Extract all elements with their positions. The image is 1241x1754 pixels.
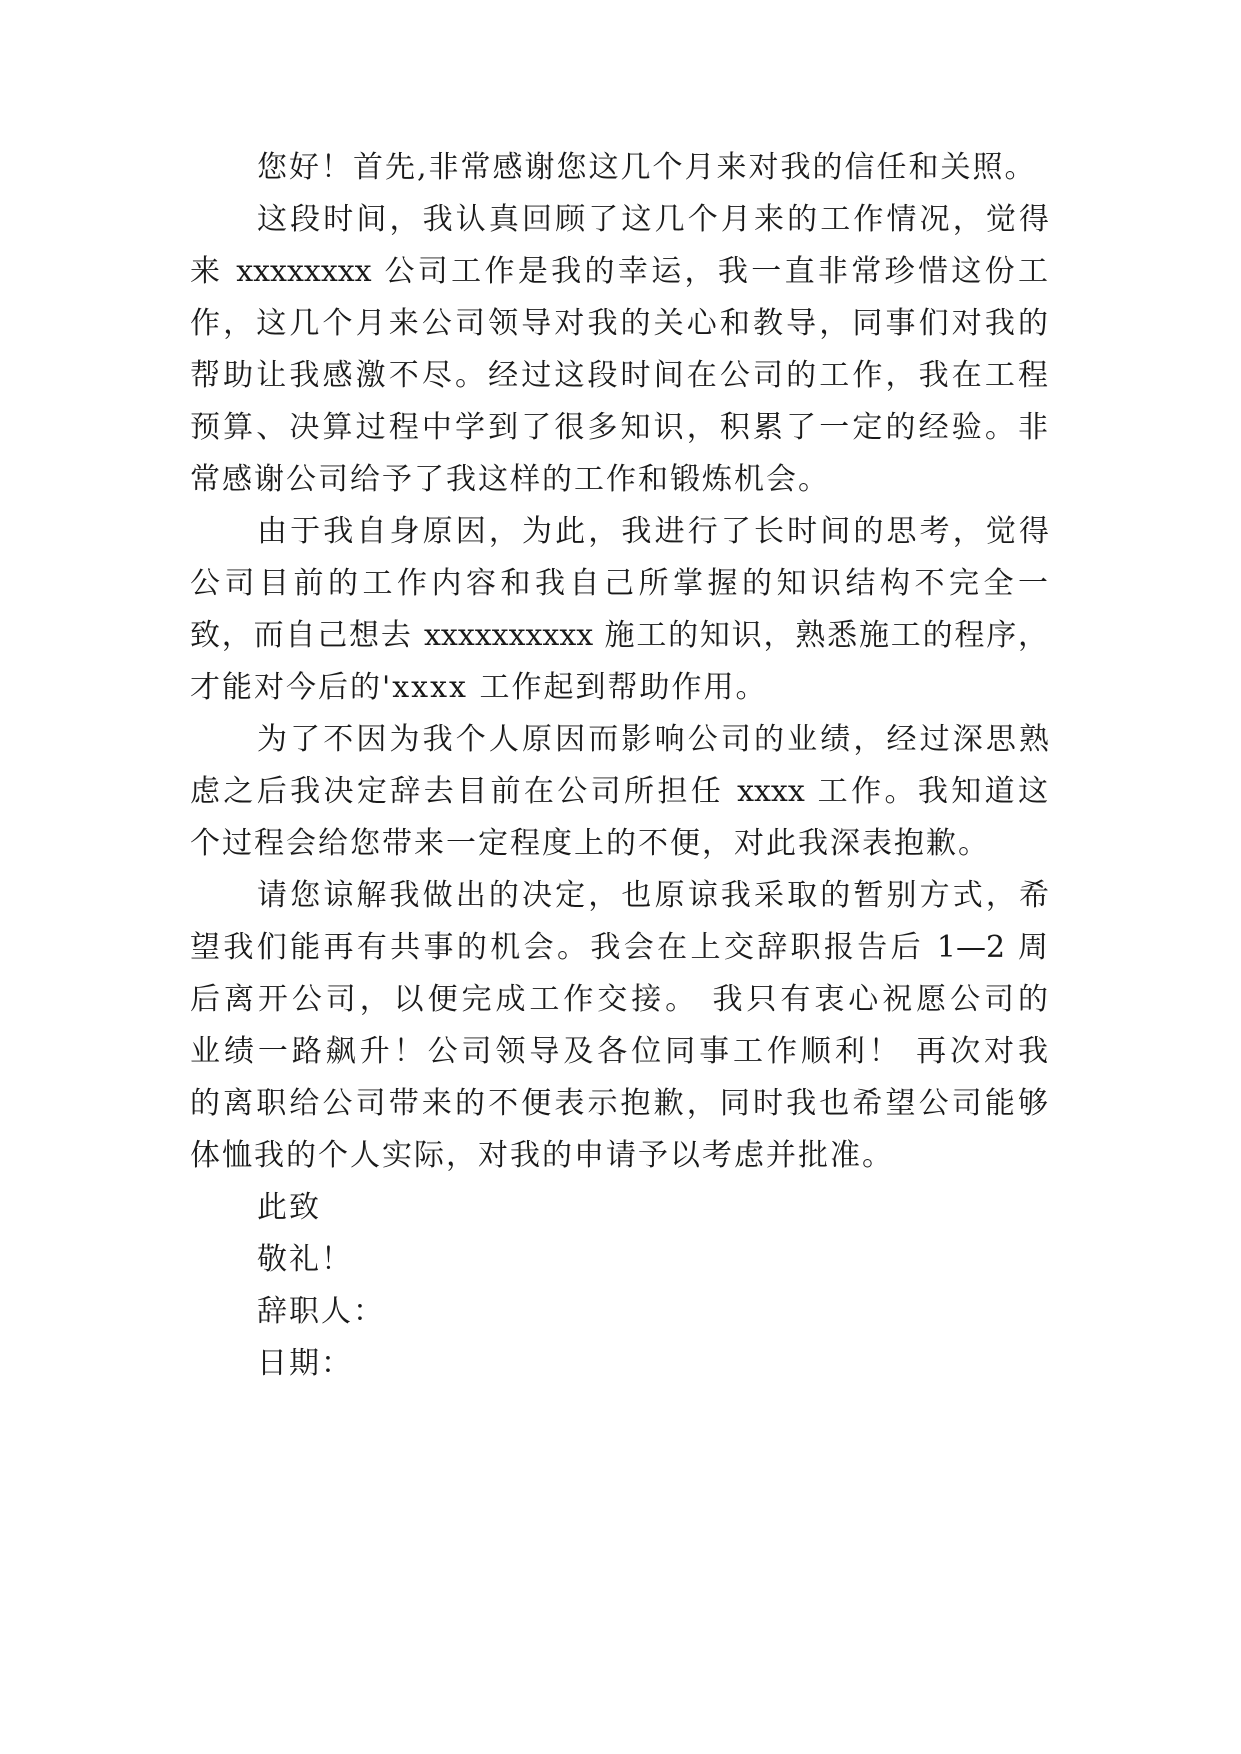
paragraph-4-line-6: 体恤我的个人实际，对我的申请予以考虑并批准。 (190, 1138, 894, 1173)
paragraph-4-line-1: 请您谅解我做出的决定，也原谅我采取的暂别方式，希 (257, 878, 1049, 913)
paragraph-1-line-1: 这段时间，我认真回顾了这几个月来的工作情况，觉得 (257, 202, 1049, 237)
paragraph-1-line-3: 作，这几个月来公司领导对我的关心和教导，同事们对我的 (190, 306, 1048, 341)
closing-regards: 敬礼！ (257, 1242, 353, 1277)
paragraph-3-line-3: 个过程会给您带来一定程度上的不便，对此我深表抱歉。 (190, 826, 990, 861)
paragraph-4-line-3: 后离开公司，以便完成工作交接。 我只有衷心祝愿公司的 (190, 982, 1048, 1017)
date-label: 日期： (257, 1346, 353, 1381)
closing-salutation: 此致 (257, 1190, 321, 1225)
greeting-line: 您好！首先,非常感谢您这几个月来对我的信任和关照。 (257, 150, 1037, 185)
resigner-label: 辞职人： (257, 1294, 385, 1329)
paragraph-1-line-5: 预算、决算过程中学到了很多知识，积累了一定的经验。非 (190, 410, 1048, 445)
paragraph-1-line-4: 帮助让我感激不尽。经过这段时间在公司的工作，我在工程 (190, 358, 1048, 393)
paragraph-1-line-2: 来 xxxxxxxx 公司工作是我的幸运，我一直非常珍惜这份工 (190, 254, 1048, 289)
paragraph-3-line-2: 虑之后我决定辞去目前在公司所担任 xxxx 工作。我知道这 (190, 774, 1048, 809)
paragraph-4-line-5: 的离职给公司带来的不便表示抱歉，同时我也希望公司能够 (190, 1086, 1048, 1121)
paragraph-2-line-1: 由于我自身原因，为此，我进行了长时间的思考，觉得 (257, 514, 1049, 549)
paragraph-3-line-1: 为了不因为我个人原因而影响公司的业绩，经过深思熟 (257, 722, 1049, 757)
paragraph-2-line-2: 公司目前的工作内容和我自己所掌握的知识结构不完全一 (190, 566, 1048, 601)
paragraph-1-line-6: 常感谢公司给予了我这样的工作和锻炼机会。 (190, 462, 830, 497)
paragraph-2-line-3: 致，而自己想去 xxxxxxxxxx 施工的知识，熟悉施工的程序， (190, 618, 1048, 653)
paragraph-4-line-4: 业绩一路飙升！公司领导及各位同事工作顺利！ 再次对我 (190, 1034, 1048, 1069)
paragraph-2-line-4: 才能对今后的'xxxx 工作起到帮助作用。 (190, 670, 768, 705)
paragraph-4-line-2: 望我们能再有共事的机会。我会在上交辞职报告后 1—2 周 (190, 930, 1048, 965)
